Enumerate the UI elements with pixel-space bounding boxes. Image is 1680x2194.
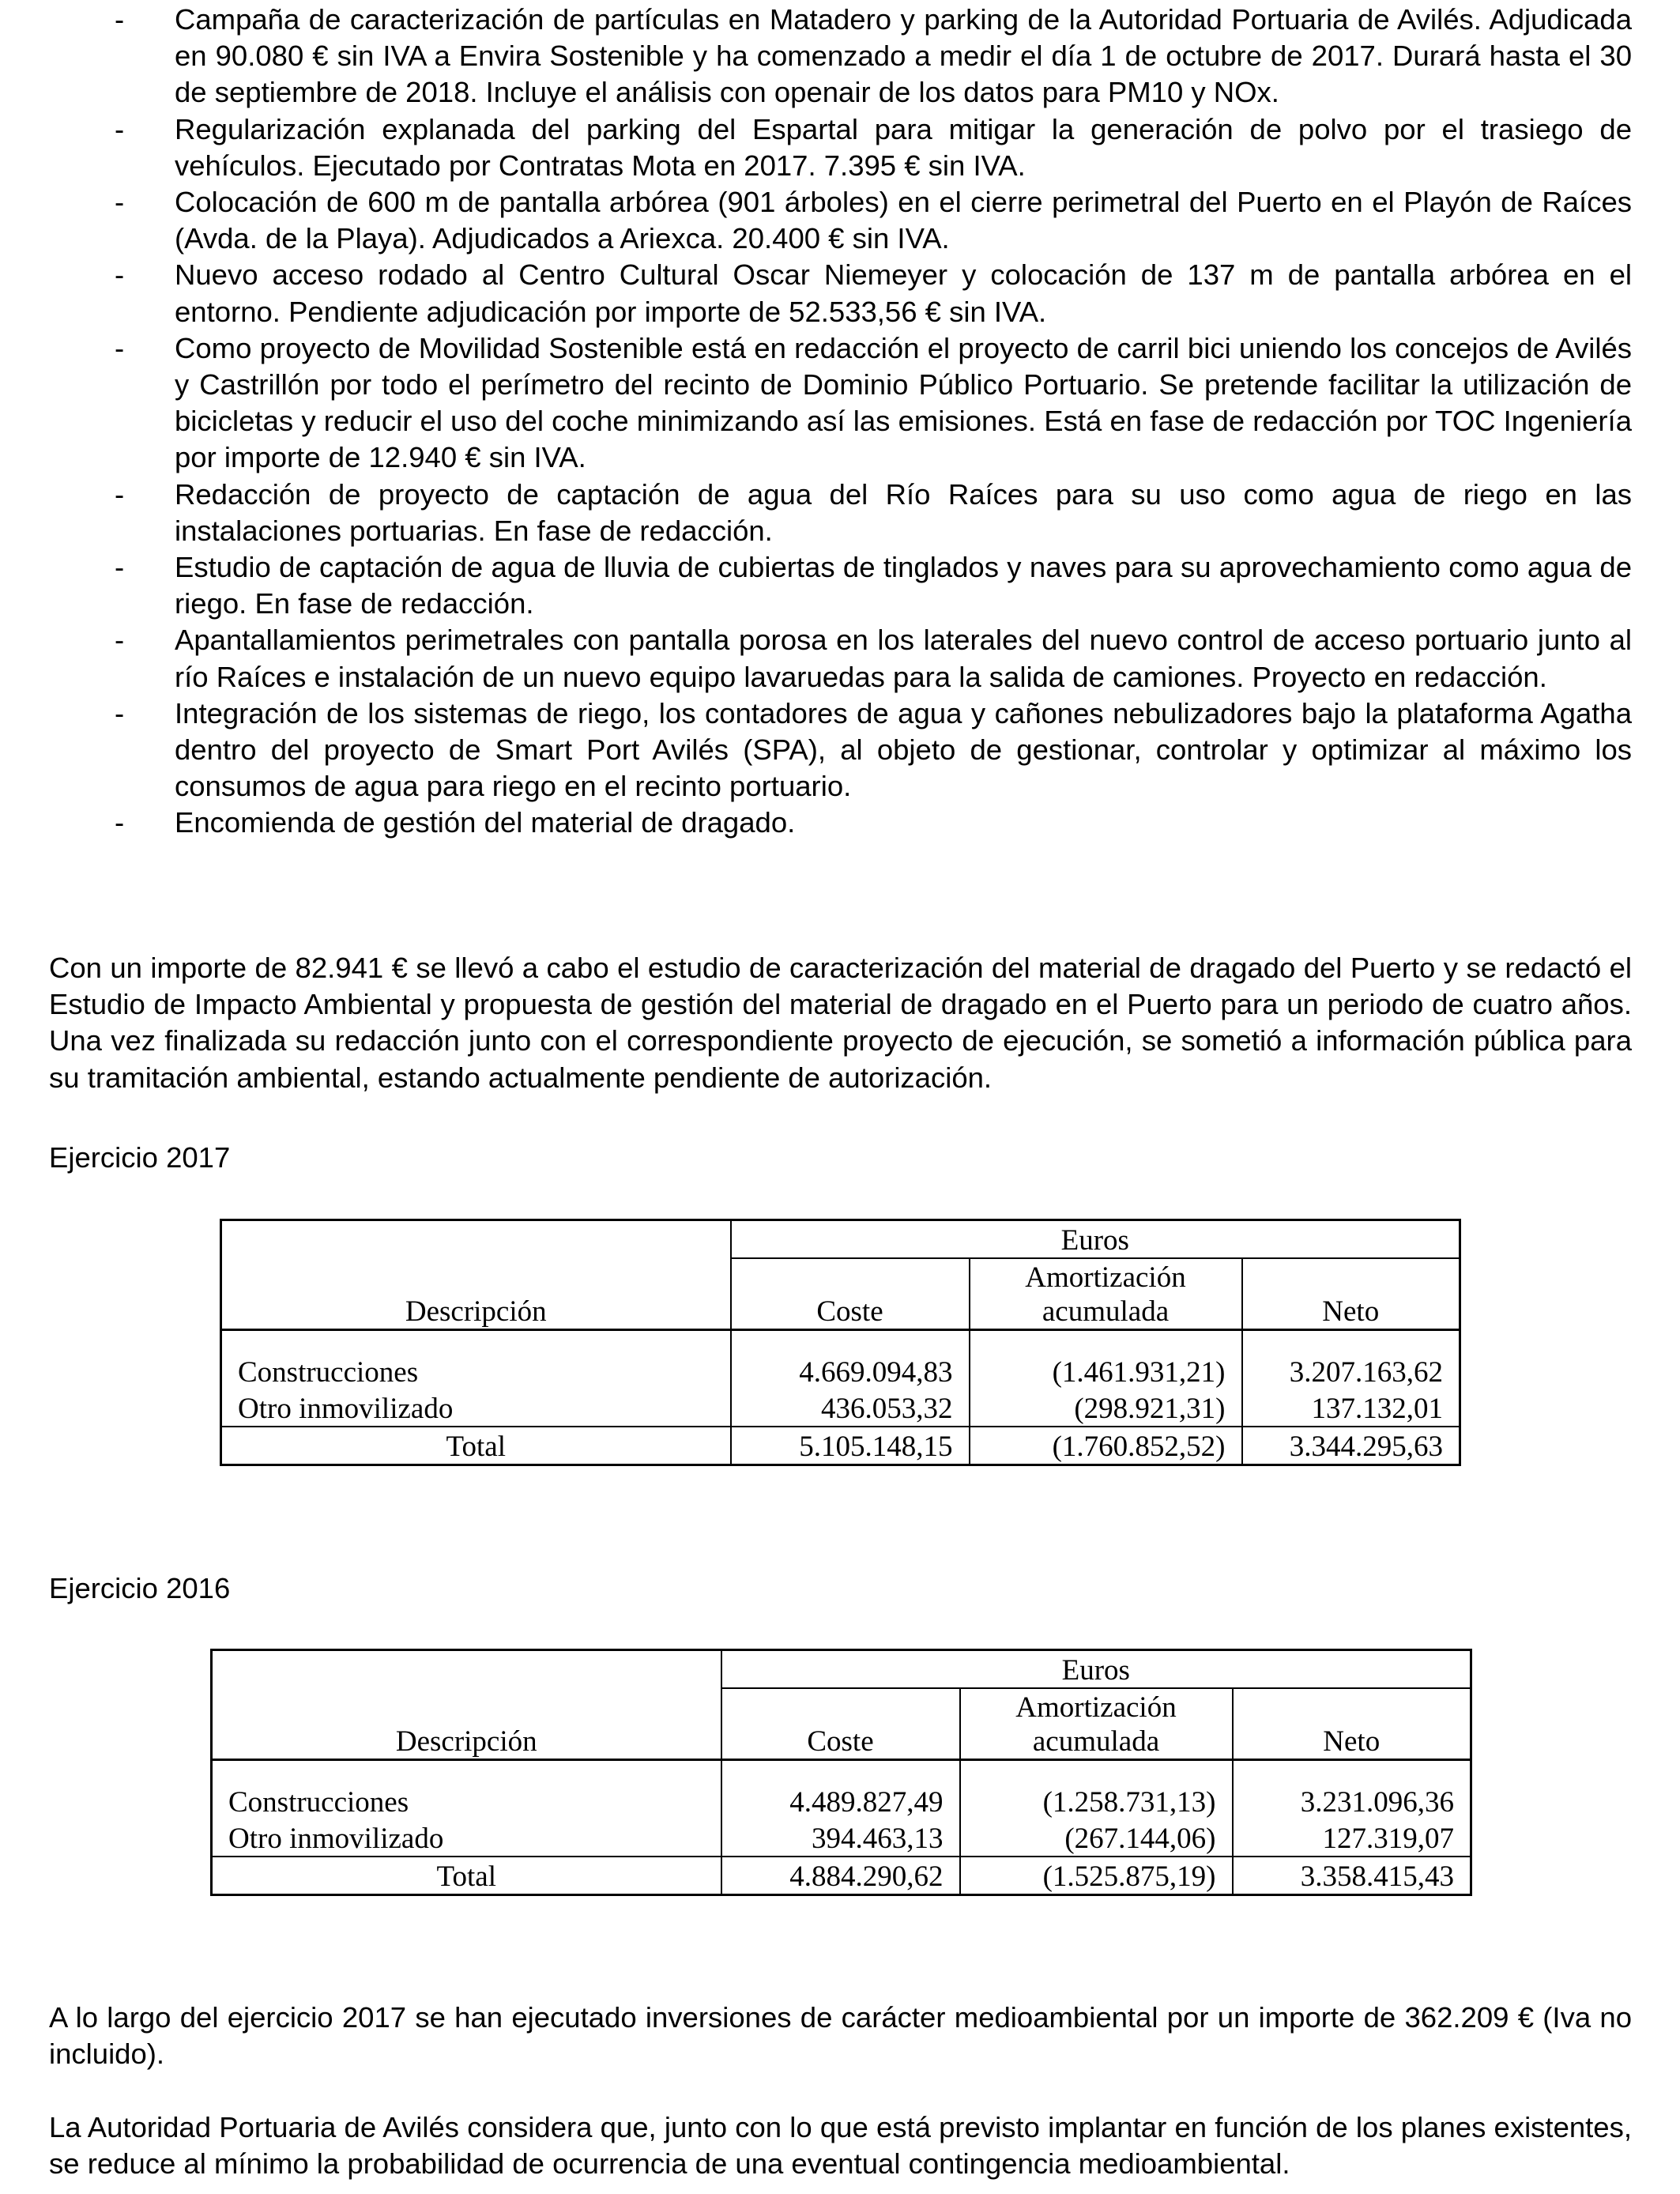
row-coste: 436.053,32 [731, 1389, 970, 1427]
bullet-marker: - [115, 186, 125, 219]
bullet-list [115, 2, 1632, 842]
bullet-text: Nuevo acceso rodado al Centro Cultural Oscar Niemeyer y colocación de 137 m de pantalla arbórea en el entorno. Pendiente adjudicación por importe de 52.533,56 € sin IVA. [175, 258, 1632, 328]
bullet-item [115, 805, 1632, 841]
table-total-row [221, 1427, 1460, 1465]
bullet-item [115, 696, 1632, 805]
group-header-euros: Euros [721, 1650, 1471, 1689]
total-label: Total [212, 1857, 721, 1895]
row-coste: 4.489.827,49 [721, 1783, 960, 1819]
header-amortizacion-line1: Amortización [1015, 1691, 1177, 1724]
row-neto: 3.231.096,36 [1233, 1783, 1471, 1819]
header-amortizacion-line1: Amortización [1025, 1261, 1186, 1294]
bullet-text: Redacción de proyecto de captación de agua del Río Raíces para su uso como agua de riego en las instalaciones portuarias. En fase de redacción. [175, 477, 1632, 547]
row-neto: 127.319,07 [1233, 1819, 1471, 1857]
bullet-text: Regularización explanada del parking del Espartal para mitigar la generación de polvo por el trasiego de vehículos. Ejecutado por Contratas Mota en 2017. 7.395 € sin IVA. [175, 112, 1632, 182]
paragraph-conclusion: La Autoridad Portuaria de Avilés considera que, junto con lo que está previsto implantar en función de los planes existentes, se reduce al mínimo la probabilidad de ocurrencia de una eventual contingencia medioambiental. [49, 2111, 1632, 2181]
table-row [221, 1353, 1460, 1389]
bullet-item [115, 184, 1632, 257]
row-descripcion: Construcciones [221, 1353, 731, 1389]
bullet-item [115, 111, 1632, 184]
bullet-marker: - [115, 477, 125, 511]
header-amortizacion [960, 1688, 1233, 1760]
header-coste: Coste [731, 1258, 970, 1330]
table-row [221, 1389, 1460, 1427]
row-neto: 3.207.163,62 [1242, 1353, 1460, 1389]
bullet-text: Encomienda de gestión del material de dragado. [175, 806, 796, 839]
header-amortizacion [970, 1258, 1242, 1330]
table-row [212, 1819, 1471, 1857]
paragraph-inversiones: A lo largo del ejercicio 2017 se han ejecutado inversiones de carácter medioambiental por un importe de 362.209 € (Iva no incluido). [49, 2001, 1632, 2071]
header-amortizacion-line2: acumulada [1042, 1295, 1170, 1328]
heading-ejercicio-2017: Ejercicio 2017 [49, 1141, 231, 1174]
bullet-item [115, 257, 1632, 330]
bullet-item [115, 549, 1632, 622]
table-total-row [212, 1857, 1471, 1895]
table-row [212, 1783, 1471, 1819]
total-amortizacion: (1.525.875,19) [960, 1857, 1233, 1895]
bullet-text: Apantallamientos perimetrales con pantalla porosa en los laterales del nuevo control de acceso portuario junto al río Raíces e instalación de un nuevo equipo lavaruedas para la salida de camiones. Proyecto en redacción. [175, 624, 1632, 693]
table-ejercicio-2017 [220, 1219, 1461, 1466]
total-neto: 3.358.415,43 [1233, 1857, 1471, 1895]
bullet-item [115, 622, 1632, 695]
bullet-text: Colocación de 600 m de pantalla arbórea (901 árboles) en el cierre perimetral del Puerto en el Playón de Raíces (Avda. de la Playa). Adjudicados a Ariexca. 20.400 € sin IVA. [175, 186, 1632, 255]
table-ejercicio-2016 [210, 1649, 1472, 1896]
bullet-text: Integración de los sistemas de riego, los contadores de agua y cañones nebulizadores bajo la plataforma Agatha dentro del proyecto de Smart Port Avilés (SPA), al objeto de gestionar, controlar y optimizar al máximo los consumos de agua para riego en el recinto portuario. [175, 696, 1632, 803]
total-coste: 5.105.148,15 [731, 1427, 970, 1465]
bullet-marker: - [115, 806, 125, 839]
group-header-euros: Euros [731, 1220, 1460, 1259]
bullet-marker: - [115, 624, 125, 657]
bullet-marker: - [115, 258, 125, 292]
row-coste: 4.669.094,83 [731, 1353, 970, 1389]
bullet-item [115, 477, 1632, 549]
row-coste: 394.463,13 [721, 1819, 960, 1857]
header-coste: Coste [721, 1688, 960, 1760]
bullet-text: Campaña de caracterización de partículas en Matadero y parking de la Autoridad Portuaria de Avilés. Adjudicada en 90.080 € sin IVA a Envira Sostenible y ha comenzado a medir el día 1 de octubre de 2017. Durará hasta el 30 de septiembre de 2018. Incluye el análisis con openair de los datos para PM10 y NOx. [175, 3, 1632, 109]
total-label: Total [221, 1427, 731, 1465]
total-coste: 4.884.290,62 [721, 1857, 960, 1895]
bullet-marker: - [115, 3, 125, 36]
row-amortizacion: (267.144,06) [960, 1819, 1233, 1857]
row-amortizacion: (1.461.931,21) [970, 1353, 1242, 1389]
header-amortizacion-line2: acumulada [1032, 1725, 1160, 1758]
header-neto: Neto [1233, 1688, 1471, 1760]
bullet-marker: - [115, 331, 125, 364]
bullet-text: Como proyecto de Movilidad Sostenible está en redacción el proyecto de carril bici uniendo los concejos de Avilés y Castrillón por todo el perímetro del recinto de Dominio Público Portuario. Se pretende facilitar la utilización de bicicletas y reducir el uso del coche minimizando así las emisiones. Está en fase de redacción por TOC Ingeniería por importe de 12.940 € sin IVA. [175, 331, 1632, 474]
row-neto: 137.132,01 [1242, 1389, 1460, 1427]
bullet-text: Estudio de captación de agua de lluvia de cubiertas de tinglados y naves para su aprovechamiento como agua de riego. En fase de redacción. [175, 551, 1632, 620]
bullet-item [115, 2, 1632, 111]
row-descripcion: Construcciones [212, 1783, 721, 1819]
bullet-marker: - [115, 112, 125, 145]
bullet-marker: - [115, 696, 125, 729]
bullet-item [115, 330, 1632, 477]
header-descripcion: Descripción [221, 1258, 731, 1330]
total-amortizacion: (1.760.852,52) [970, 1427, 1242, 1465]
header-neto: Neto [1242, 1258, 1460, 1330]
paragraph-dragado: Con un importe de 82.941 € se llevó a cabo el estudio de caracterización del material de dragado del Puerto y se redactó el Estudio de Impacto Ambiental y propuesta de gestión del material de dragado en el Puerto para un periodo de cuatro años. Una vez finalizada su redacción junto con el correspondiente proyecto de ejecución, se sometió a información pública para su tramitación ambiental, estando actualmente pendiente de autorización. [49, 952, 1632, 1094]
row-amortizacion: (298.921,31) [970, 1389, 1242, 1427]
total-neto: 3.344.295,63 [1242, 1427, 1460, 1465]
header-descripcion: Descripción [212, 1688, 721, 1760]
row-descripcion: Otro inmovilizado [221, 1389, 731, 1427]
row-descripcion: Otro inmovilizado [212, 1819, 721, 1857]
row-amortizacion: (1.258.731,13) [960, 1783, 1233, 1819]
heading-ejercicio-2016: Ejercicio 2016 [49, 1572, 231, 1604]
bullet-marker: - [115, 551, 125, 584]
